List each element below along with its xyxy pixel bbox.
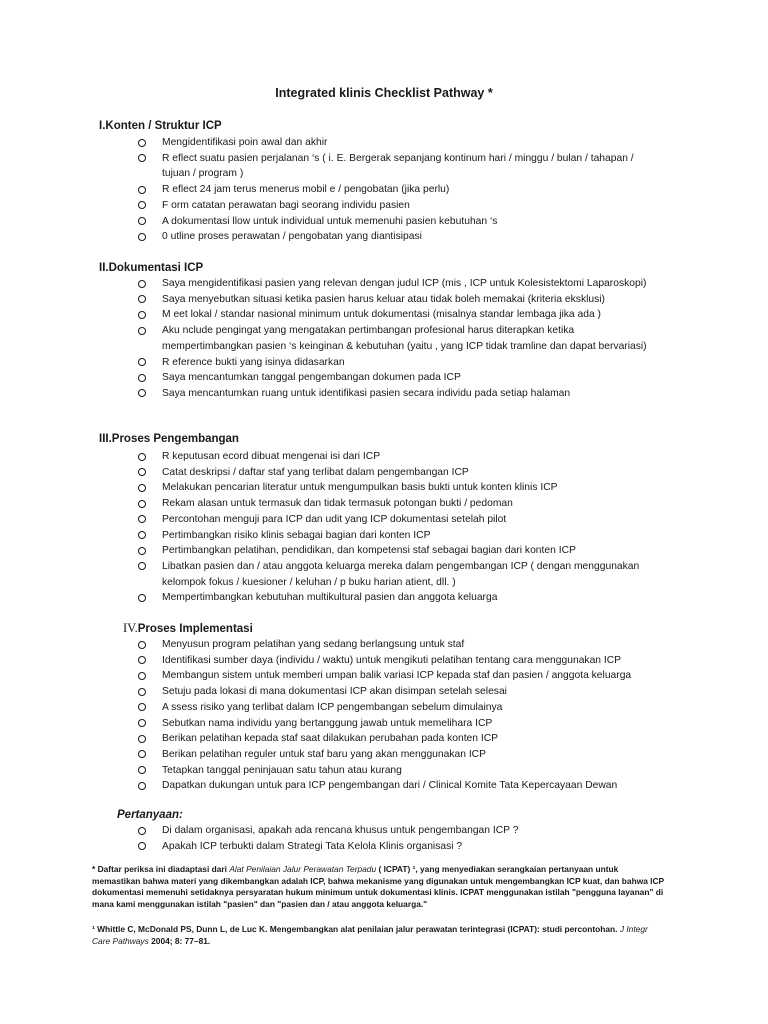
section-title: Dokumentasi ICP (108, 262, 204, 274)
circle-bullet-icon[interactable] (138, 594, 146, 602)
checklist-item: Libatkan pasien dan / atau anggota keluarga mereka dalam pengembangan ICP ( dengan menggunakan kelompok fokus / kuesioner / keluhan / p buku harian atient, dll. ) (0, 559, 662, 590)
checklist-item: Melakukan pencarian literatur untuk mengumpulkan basis bukti untuk konten klinis ICP (0, 480, 662, 496)
circle-bullet-icon[interactable] (138, 295, 146, 303)
circle-bullet-icon[interactable] (138, 468, 146, 476)
circle-bullet-icon[interactable] (138, 186, 146, 194)
section-heading (123, 621, 253, 636)
footnote-source: Alat Penilaian Jalur Perawatan Terpadu (229, 864, 377, 874)
checklist-item: Aku nclude pengingat yang mengatakan pertimbangan profesional harus diterapkan ketika mempertimbangkan pasien ‘s keinginan & kebutuhan (yaitu , yang ICP tidak tramline dan dapat bervariasi) (0, 323, 662, 354)
checklist-item: Rekam alasan untuk termasuk dan tidak termasuk potongan bukti / pedoman (0, 496, 662, 512)
circle-bullet-icon[interactable] (138, 547, 146, 555)
checklist-item: Mengidentifikasi poin awal dan akhir (0, 135, 662, 151)
checklist-item: 0 utline proses perawatan / pengobatan yang diantisipasi (0, 229, 662, 245)
circle-bullet-icon[interactable] (138, 217, 146, 225)
checklist-item: Mempertimbangkan kebutuhan multikultural pasien dan anggota keluarga (0, 590, 662, 606)
section-number: III. (99, 433, 112, 445)
checklist-item: A dokumentasi llow untuk individual untuk memenuhi pasien kebutuhan ‘s (0, 214, 662, 230)
reference: ¹ Whittle C, McDonald PS, Dunn L, de Luc K. Mengembangkan alat penilaian jalur perawatan terintegrasi (ICPAT): studi percontohan. J Integr Care Pathways 2004; 8: 77–81. (92, 924, 648, 946)
circle-bullet-icon[interactable] (138, 139, 146, 147)
circle-bullet-icon[interactable] (138, 750, 146, 758)
circle-bullet-icon[interactable] (138, 641, 146, 649)
section-heading (99, 120, 222, 132)
checklist (0, 135, 662, 245)
circle-bullet-icon[interactable] (138, 672, 146, 680)
circle-bullet-icon[interactable] (138, 280, 146, 288)
checklist (0, 637, 662, 794)
checklist-item: Saya mencantumkan ruang untuk identifikasi pasien secara individu pada setiap halaman (0, 386, 662, 402)
section-title: Konten / Struktur ICP (105, 120, 222, 132)
circle-bullet-icon[interactable] (138, 453, 146, 461)
question-item: Di dalam organisasi, apakah ada rencana khusus untuk pengembangan ICP ? (0, 823, 662, 839)
section-number: II. (99, 262, 109, 274)
checklist-item: Berikan pelatihan reguler untuk staf baru yang akan menggunakan ICP (0, 747, 662, 763)
circle-bullet-icon[interactable] (138, 827, 146, 835)
section-heading (99, 433, 239, 445)
question-item: Apakah ICP terbukti dalam Strategi Tata Kelola Klinis organisasi ? (0, 839, 662, 855)
circle-bullet-icon[interactable] (138, 389, 146, 397)
questions-list (0, 823, 662, 854)
section-title: Proses Pengembangan (111, 433, 239, 445)
circle-bullet-icon[interactable] (138, 201, 146, 209)
circle-bullet-icon[interactable] (138, 782, 146, 790)
circle-bullet-icon[interactable] (138, 358, 146, 366)
circle-bullet-icon[interactable] (138, 311, 146, 319)
circle-bullet-icon[interactable] (138, 703, 146, 711)
checklist-item: Saya mencantumkan tanggal pengembangan dokumen pada ICP (0, 370, 662, 386)
section-heading (99, 262, 203, 274)
checklist-item: Sebutkan nama individu yang bertanggung jawab untuk memelihara ICP (0, 716, 662, 732)
checklist-item: R eflect 24 jam terus menerus mobil e / pengobatan (jika perlu) (0, 182, 662, 198)
checklist-item: Berikan pelatihan kepada staf saat dilakukan perubahan pada konten ICP (0, 731, 662, 747)
circle-bullet-icon[interactable] (138, 719, 146, 727)
checklist-item: R eflect suatu pasien perjalanan ‘s ( i. E. Bergerak sepanjang kontinum hari / minggu / bulan / tahapan / tujuan / program ) (0, 151, 662, 182)
circle-bullet-icon[interactable] (138, 233, 146, 241)
circle-bullet-icon[interactable] (138, 154, 146, 162)
checklist-item: A ssess risiko yang terlibat dalam ICP pengembangan sebelum dimulainya (0, 700, 662, 716)
checklist-item: Tetapkan tanggal peninjauan satu tahun atau kurang (0, 763, 662, 779)
checklist-item: R keputusan ecord dibuat mengenai isi dari ICP (0, 449, 662, 465)
circle-bullet-icon[interactable] (138, 766, 146, 774)
circle-bullet-icon[interactable] (138, 842, 146, 850)
document-title: Integrated klinis Checklist Pathway * (275, 86, 493, 100)
checklist-item: R eference bukti yang isinya didasarkan (0, 355, 662, 371)
checklist-item: Menyusun program pelatihan yang sedang berlangsung untuk staf (0, 637, 662, 653)
circle-bullet-icon[interactable] (138, 327, 146, 335)
checklist-item: Saya mengidentifikasi pasien yang relevan dengan judul ICP (mis , ICP untuk Kolesistektomi Laparoskopi) (0, 276, 662, 292)
circle-bullet-icon[interactable] (138, 484, 146, 492)
circle-bullet-icon[interactable] (138, 531, 146, 539)
questions-heading: Pertanyaan: (117, 809, 183, 821)
circle-bullet-icon[interactable] (138, 500, 146, 508)
checklist-item: Setuju pada lokasi di mana dokumentasi ICP akan disimpan setelah selesai (0, 684, 662, 700)
circle-bullet-icon[interactable] (138, 374, 146, 382)
checklist-item: Identifikasi sumber daya (individu / waktu) untuk mengikuti pelatihan tentang cara menggunakan ICP (0, 653, 662, 669)
circle-bullet-icon[interactable] (138, 515, 146, 523)
checklist-item: Pertimbangkan risiko klinis sebagai bagian dari konten ICP (0, 528, 662, 544)
checklist (0, 276, 662, 402)
checklist-item: Dapatkan dukungan untuk para ICP pengembangan dari / Clinical Komite Tata Kepercayaan Dewan (0, 778, 662, 794)
checklist-item: Percontohan menguji para ICP dan udit yang ICP dokumentasi setelah pilot (0, 512, 662, 528)
circle-bullet-icon[interactable] (138, 562, 146, 570)
circle-bullet-icon[interactable] (138, 656, 146, 664)
footnote: * Daftar periksa ini diadaptasi dari Alat Penilaian Jalur Perawatan Terpadu ( ICPAT) ¹, yang menyediakan serangkaian pertanyaan untuk memastikan bahwa materi yang dikembangkan adalah ICP, bahwa mekanisme yang digunakan untuk mengembangkan ICP kuat, dan bahwa ICP dokumentasi memenuhi setidaknya persyaratan hukum minimum untuk dokumentasi klinis. ICPAT menggunakan istilah "pengguna layanan" di mana kami menggunakan istilah "pasien" dan "pasien dan / atau anggota keluarga." (92, 864, 664, 909)
checklist-item: Pertimbangkan pelatihan, pendidikan, dan kompetensi staf sebagai bagian dari konten ICP (0, 543, 662, 559)
section-number: I. (99, 120, 106, 132)
checklist-item: Catat deskripsi / daftar staf yang terlibat dalam pengembangan ICP (0, 465, 662, 481)
checklist-item: Saya menyebutkan situasi ketika pasien harus keluar atau tidak boleh memakai (kriteria eksklusi) (0, 292, 662, 308)
section-title: Proses Implementasi (137, 623, 253, 635)
circle-bullet-icon[interactable] (138, 735, 146, 743)
reference-journal: J Integr Care Pathways (92, 924, 648, 946)
checklist (0, 449, 662, 606)
section-number: IV. (123, 621, 138, 635)
checklist-item: M eet lokal / standar nasional minimum untuk dokumentasi (misalnya standar lembaga jika ada ) (0, 307, 662, 323)
circle-bullet-icon[interactable] (138, 688, 146, 696)
checklist-item: Membangun sistem untuk memberi umpan balik variasi ICP kepada staf dan pasien / anggota keluarga (0, 668, 662, 684)
checklist-item: F orm catatan perawatan bagi seorang individu pasien (0, 198, 662, 214)
